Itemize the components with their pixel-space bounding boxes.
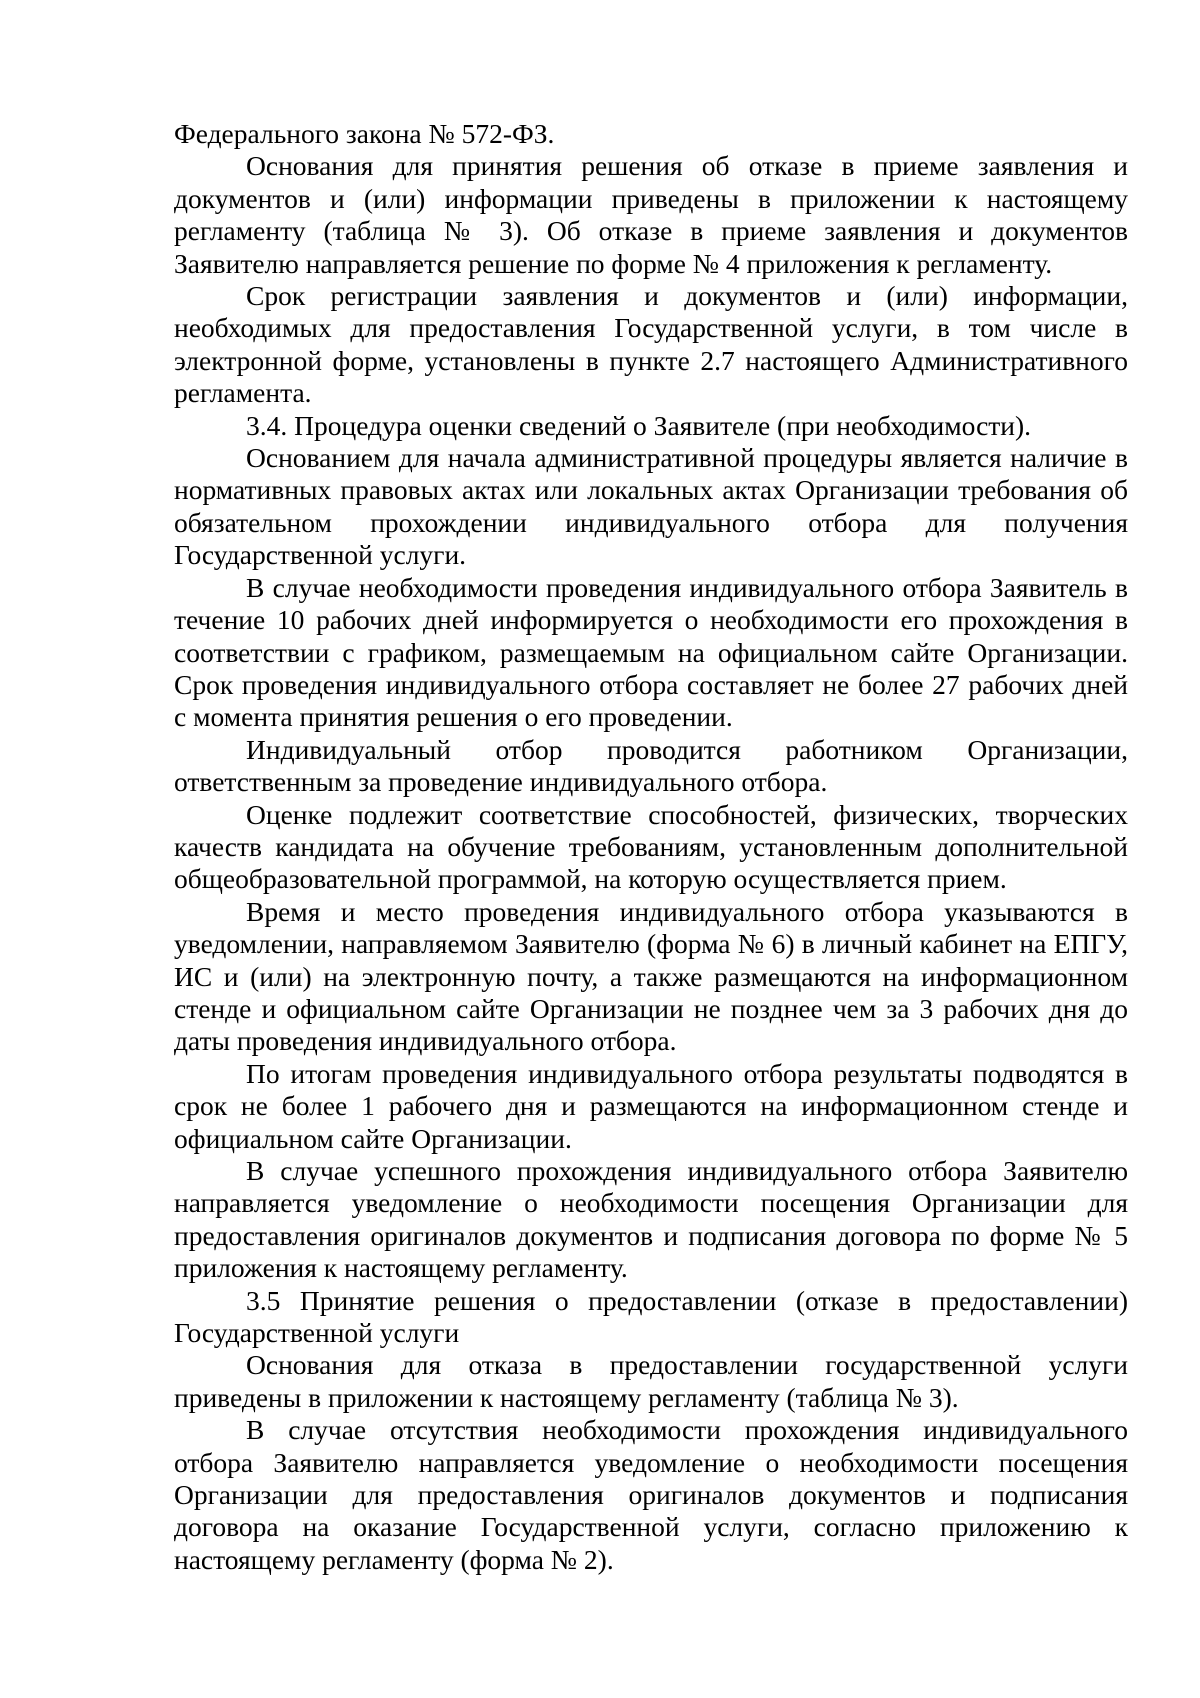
paragraph-procedure-basis: Основанием для начала административной процедуры является наличие в нормативных правовых актах или локальных актах Организации требования об обязательном прохождении индивидуального отбора для получения Государственной услуги. [174,442,1128,571]
paragraph-success-notice: В случае успешного прохождения индивидуального отбора Заявителю направляется уведомление о необходимости посещения Организации для предоставления оригиналов документов и подписания договора по форме № 5 приложения к настоящему регламенту. [174,1155,1128,1284]
paragraph-refusal-grounds: Основания для принятия решения об отказе в приеме заявления и документов и (или) информации приведены в приложении к настоящему регламенту (таблица № 3). Об отказе в приеме заявления и документов Заявителю направляется решение по форме № 4 приложения к регламенту. [174,150,1128,279]
paragraph-continuation: Федерального закона № 572-ФЗ. [174,118,555,149]
section-heading-3-4: 3.4. Процедура оценки сведений о Заявителе (при необходимости). [246,409,1032,441]
paragraph-registration-term: Срок регистрации заявления и документов и (или) информации, необходимых для предоставления Государственной услуги, в том числе в электронной форме, установлены в пункте 2.7 настоящего Административного регламента. [174,280,1128,409]
paragraph-results: По итогам проведения индивидуального отбора результаты подводятся в срок не более 1 рабочего дня и размещаются на информационном стенде и официальном сайте Организации. [174,1057,1128,1154]
paragraph-no-selection-notice: В случае отсутствия необходимости прохождения индивидуального отбора Заявителю направляется уведомление о необходимости посещения Организации для предоставления оригиналов документов и подписания договора на оказание Государственной услуги, согласно приложению к настоящему регламенту (форма № 2). [174,1414,1128,1575]
paragraph-evaluation: Оценке подлежит соответствие способностей, физических, творческих качеств кандидата на обучение требованиям, установленным дополнительной общеобразовательной программой, на которую осуществляется прием. [174,798,1128,895]
document-body [174,118,1128,1576]
paragraph-selection-schedule: В случае необходимости проведения индивидуального отбора Заявитель в течение 10 рабочих дней информируется о необходимости его прохождения в соответствии с графиком, размещаемым на официальном сайте Организации. Срок проведения индивидуального отбора составляет не более 27 рабочих дней с момента принятия решения о его проведении. [174,571,1128,733]
section-heading-3-5: 3.5 Принятие решения о предоставлении (отказе в предоставлении) Государственной услуги [174,1284,1128,1349]
paragraph-denial-grounds: Основания для отказа в предоставлении государственной услуги приведены в приложении к настоящему регламенту (таблица № 3). [174,1349,1128,1413]
paragraph-selection-staff: Индивидуальный отбор проводится работником Организации, ответственным за проведение индивидуального отбора. [174,733,1128,798]
paragraph-time-place: Время и место проведения индивидуального отбора указываются в уведомлении, направляемом Заявителю (форма № 6) в личный кабинет на ЕПГУ, ИС и (или) на электронную почту, а также размещаются на информационном стенде и официальном сайте Организации не позднее чем за 3 рабочих дня до даты проведения индивидуального отбора. [174,895,1128,1057]
